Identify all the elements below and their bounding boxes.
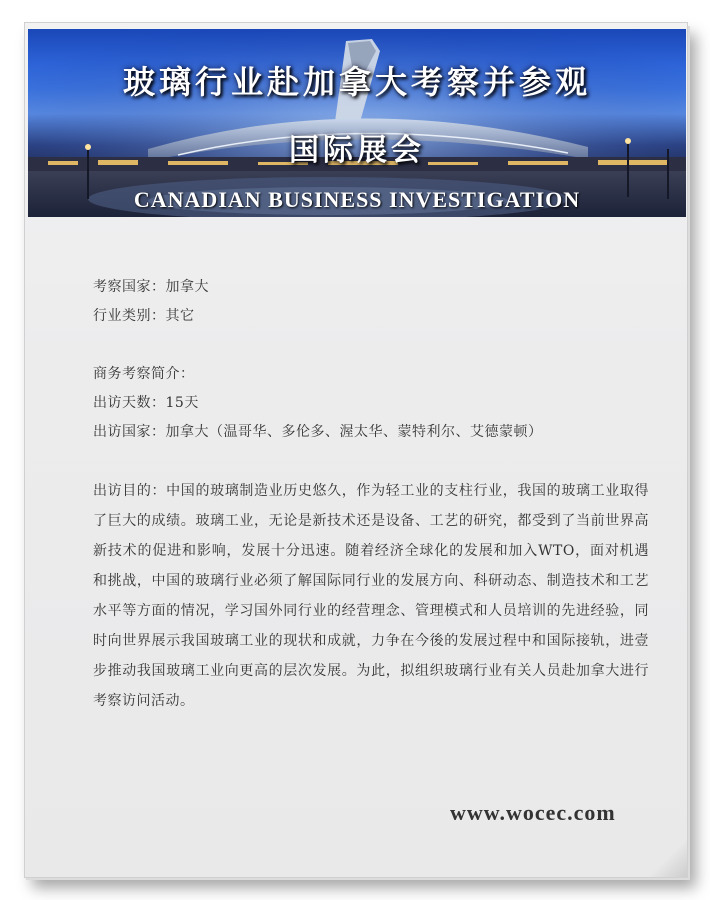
document-page [24,22,688,878]
country-line: 考察国家：加拿大 [93,279,209,295]
visit-countries-line: 出访国家：加拿大（温哥华、多伦多、渥太华、蒙特利尔、艾德蒙顿） [93,424,543,440]
spacer [93,447,649,476]
banner-title: 玻璃行业赴加拿大考察并参观 [122,63,591,101]
spacer [93,331,649,360]
banner-english-title: CANADIAN BUSINESS INVESTIGATION [133,187,581,212]
header-banner [28,29,686,217]
document-body [93,273,649,716]
page-curl [647,837,687,877]
intro-heading: 商务考察简介： [93,366,195,382]
industry-line: 行业类别：其它 [93,308,195,324]
purpose-paragraph: 出访目的：中国的玻璃制造业历史悠久，作为轻工业的支柱行业，我国的玻璃工业取得了巨大的成绩。玻璃工业，无论是新技术还是设备、工艺的研究，都受到了当前世界高新技术的促进和影响，发展十分迅速。随着经济全球化的发展和加入WTO，面对机遇和挑战，中国的玻璃行业必须了解国际同行业的发展方向、科研动态、制造技术和工艺水平等方面的情况，学习国外同行业的经营理念、管理模式和人员培训的先进经验，同时向世界展示我国玻璃工业的现状和成就，力争在今後的发展过程中和国际接轨，进壹步推动我国玻璃工业向更高的层次发展。为此，拟组织玻璃行业有关人员赴加拿大进行考察访问活动。 [93,483,649,709]
website-url: www.wocec.com [450,800,616,825]
banner-subtitle: 国际展会 [289,133,425,168]
days-line: 出访天数：15天 [93,395,199,411]
